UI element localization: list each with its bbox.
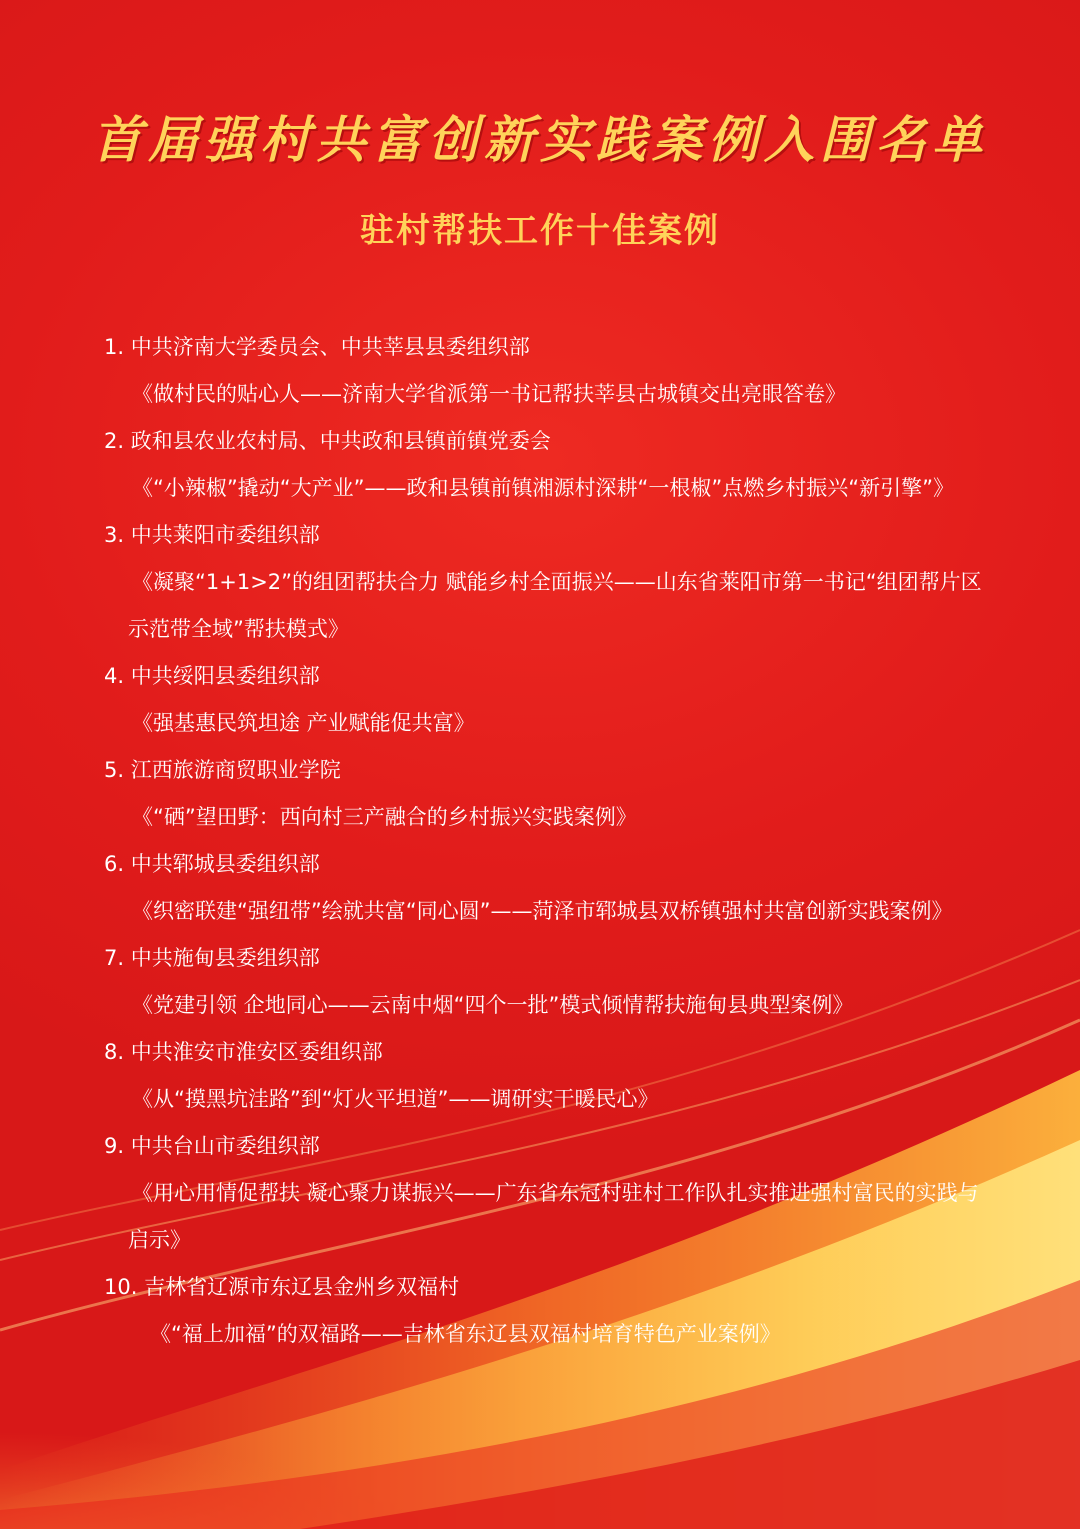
list-item (104, 1264, 994, 1358)
case-title: 《从“摸黑坑洼路”到“灯火平坦道”——调研实干暖民心》 (132, 1087, 659, 1111)
case-list (104, 324, 994, 1358)
list-item (104, 841, 994, 935)
list-item (104, 935, 994, 1029)
organization-name: 4. 中共绥阳县委组织部 (104, 664, 320, 688)
list-item (104, 653, 994, 747)
case-title: 《凝聚“1+1>2”的组团帮扶合力 赋能乡村全面振兴——山东省莱阳市第一书记“组团帮片区 示范带全域”帮扶模式》 (128, 570, 982, 641)
organization-name: 5. 江西旅游商贸职业学院 (104, 758, 341, 782)
list-item (104, 1123, 994, 1264)
organization-name: 9. 中共台山市委组织部 (104, 1134, 320, 1158)
organization-name: 1. 中共济南大学委员会、中共莘县县委组织部 (104, 335, 530, 359)
list-item (104, 512, 994, 653)
organization-name: 3. 中共莱阳市委组织部 (104, 523, 320, 547)
list-item (104, 1029, 994, 1123)
organization-name: 8. 中共淮安市淮安区委组织部 (104, 1040, 383, 1064)
page-title: 首届强村共富创新实践案例入围名单 (92, 110, 988, 169)
organization-name: 7. 中共施甸县委组织部 (104, 946, 320, 970)
case-title: 《“硒”望田野：西向村三产融合的乡村振兴实践案例》 (132, 805, 637, 829)
section-subtitle: 驻村帮扶工作十佳案例 (360, 211, 720, 251)
list-item (104, 747, 994, 841)
organization-name: 10. 吉林省辽源市东辽县金州乡双福村 (104, 1275, 460, 1299)
case-title: 《“小辣椒”撬动“大产业”——政和县镇前镇湘源村深耕“一根椒”点燃乡村振兴“新引擎”》 (132, 476, 955, 500)
case-title: 《党建引领 企地同心——云南中烟“四个一批”模式倾情帮扶施甸县典型案例》 (132, 993, 854, 1017)
case-title: 《用心用情促帮扶 凝心聚力谋振兴——广东省东冠村驻村工作队扎实推进强村富民的实践与启示》 (128, 1181, 979, 1252)
organization-name: 2. 政和县农业农村局、中共政和县镇前镇党委会 (104, 429, 551, 453)
case-title: 《织密联建“强纽带”绘就共富“同心圆”——菏泽市郓城县双桥镇强村共富创新实践案例》 (132, 899, 953, 923)
list-item (104, 324, 994, 418)
organization-name: 6. 中共郓城县委组织部 (104, 852, 320, 876)
list-item (104, 418, 994, 512)
case-title: 《强基惠民筑坦途 产业赋能促共富》 (132, 711, 475, 735)
case-title: 《“福上加福”的双福路——吉林省东辽县双福村培育特色产业案例》 (150, 1322, 781, 1346)
case-title: 《做村民的贴心人——济南大学省派第一书记帮扶莘县古城镇交出亮眼答卷》 (132, 382, 846, 406)
